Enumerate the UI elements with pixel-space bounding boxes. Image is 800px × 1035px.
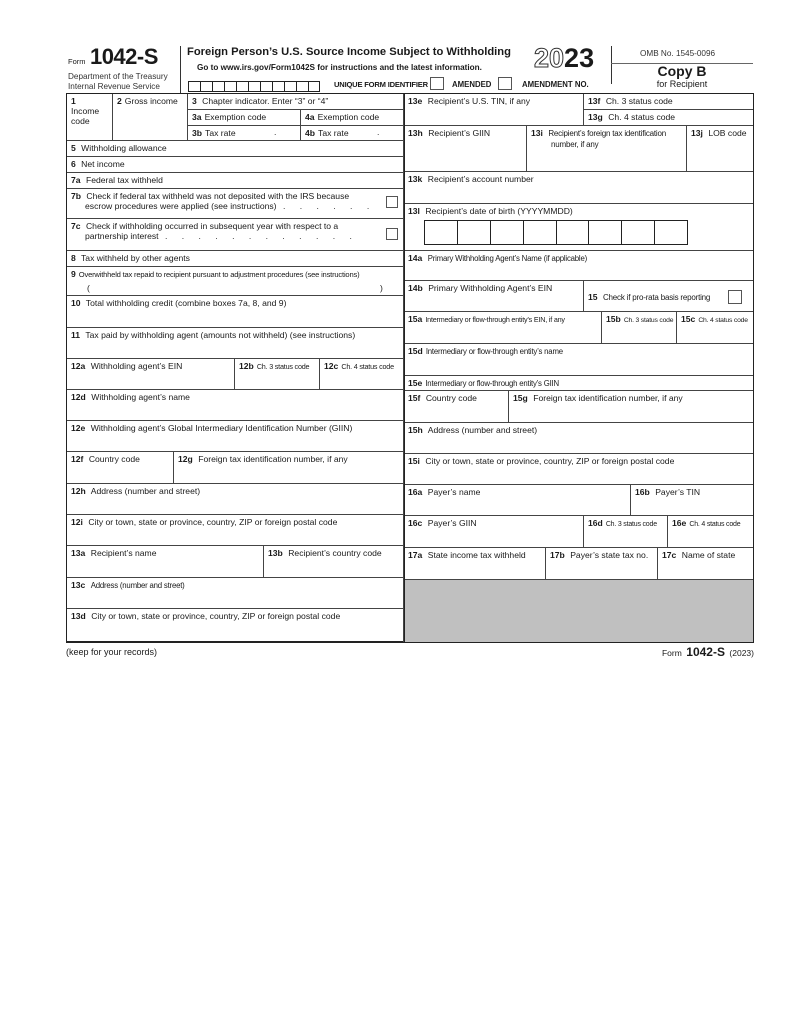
box-2-gross-income[interactable] <box>113 94 188 141</box>
box-number: 15i <box>408 456 420 466</box>
box-13h-recipient-giin[interactable] <box>404 126 527 172</box>
box-12c-ch4-status[interactable] <box>320 359 404 390</box>
box-label: Ch. 4 status code <box>341 362 394 371</box>
box-number: 15e <box>408 378 423 388</box>
box-number: 15g <box>513 393 528 403</box>
box-3-chapter-indicator[interactable] <box>188 94 404 110</box>
copy-label: Copy B <box>657 63 707 79</box>
box-10-total-withholding-credit[interactable] <box>67 296 404 328</box>
box-label: Payer’s TIN <box>655 487 701 497</box>
box-label: Gross income <box>124 96 178 106</box>
ufi-boxes[interactable] <box>188 78 320 90</box>
footer-year: (2023) <box>729 648 754 658</box>
box-6-net-income[interactable] <box>67 157 404 173</box>
box-label: Recipient’s U.S. TIN, if any <box>427 96 531 106</box>
box-4a-exemption-code[interactable] <box>301 110 404 126</box>
form-title: Foreign Person’s U.S. Source Income Subject to Withholding <box>187 46 511 58</box>
box-label: Recipient’s account number <box>427 174 534 184</box>
box-label: Foreign tax identification number, if any <box>198 454 348 464</box>
box-label-line2: number, if any <box>551 140 599 149</box>
box-13c-recipient-address[interactable] <box>67 578 404 609</box>
box-number: 11 <box>71 330 81 340</box>
paren-close: ) <box>380 283 383 293</box>
form-number: 1042-S <box>89 44 158 69</box>
box-number: 13h <box>408 128 423 138</box>
footer-form-number: 1042-S <box>686 645 725 659</box>
box-number: 7a <box>71 175 81 185</box>
box-number: 12a <box>71 361 86 371</box>
box-label: Address (number and street) <box>90 581 185 590</box>
amendment-no-label: AMENDMENT NO. <box>522 80 589 89</box>
box-number: 9 <box>71 269 76 279</box>
box-number: 12f <box>71 454 84 464</box>
box-16e-ch4-status[interactable] <box>668 516 753 548</box>
box-label: Country code <box>425 393 477 403</box>
dob-digit[interactable] <box>589 221 622 244</box>
box-15c-ch4-status[interactable] <box>677 312 753 344</box>
box-number: 14b <box>408 283 423 293</box>
form-id <box>68 46 158 69</box>
amended-label: AMENDED <box>452 80 492 89</box>
box-number: 16d <box>588 518 603 528</box>
box-15i-city[interactable] <box>404 454 753 485</box>
box-8-tax-withheld-other-agents[interactable] <box>67 251 404 267</box>
header-divider <box>180 46 181 94</box>
dob-digit[interactable] <box>425 221 458 244</box>
box-number: 4a <box>305 112 315 122</box>
box-number: 16a <box>408 487 423 497</box>
dob-digit[interactable] <box>458 221 491 244</box>
year-bold: 23 <box>564 43 595 73</box>
box-7b-escrow <box>67 189 404 219</box>
box-label: Intermediary or flow-through entity’s name <box>425 347 563 356</box>
ufi-label: UNIQUE FORM IDENTIFIER <box>334 80 428 89</box>
box-13k-recipient-account-number[interactable] <box>404 172 753 204</box>
box-label: Intermediary or flow-through entity’s EIN, if any <box>425 315 565 324</box>
box-label-line1: Recipient’s foreign tax identification <box>548 129 667 138</box>
box-15f-country-code[interactable] <box>404 391 509 423</box>
box-label: Name of state <box>681 550 736 560</box>
box-number: 10 <box>71 298 81 308</box>
box-number: 13f <box>588 96 601 106</box>
tax-year <box>534 44 594 72</box>
box-12d-agent-name[interactable] <box>67 390 404 421</box>
box-label: Ch. 3 status code <box>605 521 657 528</box>
box-label-line1: Check if withholding occurred in subsequent year with respect to a <box>85 221 339 231</box>
leader-dots: . . . . . . <box>282 201 376 211</box>
form-header <box>66 44 753 94</box>
box-label: Foreign tax identification number, if any <box>533 393 683 403</box>
box-16b-payer-tin[interactable] <box>631 485 753 516</box>
box-12e-agent-giin[interactable] <box>67 421 404 452</box>
box-number: 13j <box>691 128 703 138</box>
box-17c-name-of-state[interactable] <box>658 548 753 580</box>
box-number: 17b <box>550 550 565 560</box>
box-12h-address[interactable] <box>67 484 404 515</box>
box-number: 1 <box>71 96 76 106</box>
box-label: Tax rate <box>318 128 349 138</box>
box-15-pro-rata <box>584 281 753 312</box>
box-label: State income tax withheld <box>427 550 526 560</box>
box-3b-tax-rate[interactable] <box>188 126 301 141</box>
box-label: Ch. 4 status code <box>608 112 676 122</box>
box-label: Total withholding credit (combine boxes 7a, 8, and 9) <box>85 298 287 308</box>
box-label: Exemption code <box>317 112 380 122</box>
dob-digit[interactable] <box>491 221 524 244</box>
box-number: 13e <box>408 96 423 106</box>
box-16c-payer-giin[interactable] <box>404 516 584 548</box>
box-number: 15b <box>606 314 621 324</box>
box-label-line2: escrow procedures were applied (see instructions) <box>85 201 277 211</box>
box-number: 12h <box>71 486 86 496</box>
box-number: 15 <box>588 292 598 302</box>
box-14a-primary-agent-name[interactable] <box>404 251 753 281</box>
agency: Internal Revenue Service <box>68 82 160 91</box>
amended-checkbox[interactable] <box>430 77 444 90</box>
box-number: 13d <box>71 611 86 621</box>
box-number: 2 <box>117 96 122 106</box>
box-label: Address (number and street) <box>90 486 201 496</box>
box-17b-payer-state-tax-no[interactable] <box>546 548 658 580</box>
box-label: Recipient’s date of birth (YYYYMMDD) <box>425 206 573 216</box>
dob-digit[interactable] <box>524 221 557 244</box>
box-number: 13k <box>408 174 423 184</box>
box-label: Primary Withholding Agent’s EIN <box>428 283 553 293</box>
box-number: 3a <box>192 112 202 122</box>
box-14b-primary-agent-ein[interactable] <box>404 281 584 312</box>
box-number: 16e <box>672 518 687 528</box>
footer-form-prefix: Form <box>661 648 682 658</box>
box-label: Withholding allowance <box>81 143 167 153</box>
box-number: 16c <box>408 518 423 528</box>
box-7c-partnership <box>67 219 404 251</box>
box-label: City or town, state or province, country, ZIP or foreign postal code <box>88 517 338 527</box>
box-label: Chapter indicator. Enter “3” or “4” <box>202 96 329 106</box>
box-label: Net income <box>81 159 125 169</box>
box-number: 3 <box>192 96 197 106</box>
footer-keep-records: (keep for your records) <box>66 647 158 657</box>
box-label: Exemption code <box>204 112 267 122</box>
omb-number: OMB No. 1545-0096 <box>640 49 716 58</box>
box-label: Country code <box>88 454 140 464</box>
box-17a-state-tax-withheld[interactable] <box>404 548 546 580</box>
box-number: 4b <box>305 128 316 138</box>
box-label: Recipient’s country code <box>288 548 382 558</box>
box-label: Ch. 3 status code <box>605 96 673 106</box>
shaded-area <box>405 580 753 642</box>
box-label: Tax rate <box>205 128 236 138</box>
box-number: 15f <box>408 393 421 403</box>
box-7c-checkbox[interactable] <box>386 228 398 240</box>
box-15b-ch3-status[interactable] <box>602 312 677 344</box>
box-label: Ch. 4 status code <box>689 521 741 528</box>
form-prefix: Form <box>68 57 86 66</box>
dob-digit[interactable] <box>655 221 687 244</box>
box-label: LOB code <box>708 128 747 138</box>
box-number: 12b <box>239 361 254 371</box>
box-13f-ch3-status[interactable] <box>584 94 753 110</box>
box-label: Income code <box>71 106 100 126</box>
box-13d-recipient-city[interactable] <box>67 609 404 642</box>
dob-digit[interactable] <box>557 221 590 244</box>
box-number: 6 <box>71 159 76 169</box>
box-number: 14a <box>408 253 423 263</box>
box-12g-foreign-tin[interactable] <box>174 452 404 484</box>
box-15d-intermediary-name[interactable] <box>404 344 753 376</box>
box-number: 15d <box>408 346 423 356</box>
box-label: Intermediary or flow-through entity’s GIIN <box>425 379 559 388</box>
box-label: Ch. 4 status code <box>698 317 748 324</box>
box-1-income-code[interactable] <box>67 94 113 141</box>
box-16d-ch3-status[interactable] <box>584 516 668 548</box>
box-13a-recipient-name[interactable] <box>67 546 264 578</box>
box-number: 12g <box>178 454 193 464</box>
box-13g-ch4-status[interactable] <box>584 110 753 126</box>
amendment-no-box[interactable] <box>498 77 512 90</box>
box-number: 15a <box>408 314 423 324</box>
instructions-text: Go to www.irs.gov/Form1042S for instructions and the latest information. <box>197 63 482 72</box>
box-number: 16b <box>635 487 650 497</box>
department: Department of the Treasury <box>68 72 168 81</box>
box-label: Payer’s name <box>427 487 481 497</box>
box-label: Address (number and street) <box>427 425 538 435</box>
box-12f-country-code[interactable] <box>67 452 174 484</box>
leader-dots: . . . . . . . . . . . . <box>164 231 358 241</box>
box-15a-intermediary-ein[interactable] <box>404 312 602 344</box>
box-number: 13i <box>531 128 543 138</box>
footer-form-id <box>640 643 754 661</box>
box-13j-lob-code[interactable] <box>687 126 753 172</box>
dob-digit[interactable] <box>622 221 655 244</box>
box-label: Payer’s GIIN <box>427 518 477 528</box>
paren-open: ( <box>87 283 90 293</box>
box-12i-city[interactable] <box>67 515 404 546</box>
box-label: Recipient’s name <box>90 548 157 558</box>
box-number: 3b <box>192 128 203 138</box>
box-16a-payer-name[interactable] <box>404 485 631 516</box>
box-label: Withholding agent’s name <box>91 392 190 402</box>
box-label: Withholding agent’s Global Intermediary Identification Number (GIIN) <box>90 423 353 433</box>
year-outline: 20 <box>534 43 565 73</box>
box-5-withholding-allowance[interactable] <box>67 141 404 157</box>
instructions-line <box>197 63 482 73</box>
box-label: Tax paid by withholding agent (amounts not withheld) (see instructions) <box>85 330 356 340</box>
box-label: City or town, state or province, country, ZIP or foreign postal code <box>425 456 675 466</box>
decimal-point: . <box>274 127 277 137</box>
box-label: Recipient’s GIIN <box>428 128 491 138</box>
box-label: Overwithheld tax repaid to recipient pursuant to adjustment procedures (see instructions) <box>78 270 360 279</box>
box-13l-recipient-dob <box>404 204 753 251</box>
box-13i-recipient-foreign-tin[interactable] <box>527 126 687 172</box>
box-7a-federal-tax-withheld[interactable] <box>67 173 404 189</box>
box-15g-foreign-tin[interactable] <box>509 391 753 423</box>
box-15e-intermediary-giin[interactable] <box>404 376 753 391</box>
box-number: 13c <box>71 580 86 590</box>
box-label: Primary Withholding Agent’s Name (if applicable) <box>427 254 587 263</box>
box-13b-recipient-country-code[interactable] <box>264 546 404 578</box>
box-13e-recipient-us-tin[interactable] <box>404 94 584 126</box>
box-11-tax-paid-by-agent[interactable] <box>67 328 404 359</box>
box-label: City or town, state or province, country, ZIP or foreign postal code <box>91 611 341 621</box>
box-number: 12d <box>71 392 86 402</box>
box-label: Ch. 3 status code <box>256 362 310 371</box>
box-label-line1: Check if federal tax withheld was not deposited with the IRS because <box>86 191 350 201</box>
box-number: 13b <box>268 548 283 558</box>
box-3a-exemption-code[interactable] <box>188 110 301 126</box>
box-number: 7b <box>71 191 82 201</box>
box-number: 5 <box>71 143 76 153</box>
box-15h-address[interactable] <box>404 423 753 454</box>
column-divider <box>404 94 405 642</box>
box-number: 13a <box>71 548 86 558</box>
box-number: 15c <box>681 314 696 324</box>
box-number: 13l <box>408 206 420 216</box>
box-label: Ch. 3 status code <box>623 317 674 324</box>
box-number: 12c <box>324 361 339 371</box>
box-4b-tax-rate[interactable] <box>301 126 404 141</box>
box-label-line2: partnership interest <box>85 231 159 241</box>
box-number: 7c <box>71 221 81 231</box>
box-number: 15h <box>408 425 423 435</box>
box-label: Withholding agent’s EIN <box>90 361 183 371</box>
box-label: Tax withheld by other agents <box>81 253 190 263</box>
box-number: 17a <box>408 550 423 560</box>
box-number: 12e <box>71 423 86 433</box>
box-12a-agent-ein[interactable] <box>67 359 235 390</box>
box-number: 8 <box>71 253 76 263</box>
copy-for: for Recipient <box>656 79 708 89</box>
box-9-overwithheld-tax[interactable] <box>67 267 404 296</box>
box-number: 13g <box>588 112 603 122</box>
box-12b-ch3-status[interactable] <box>235 359 320 390</box>
box-label: Federal tax withheld <box>85 175 163 185</box>
box-label: Check if pro-rata basis reporting <box>602 293 711 302</box>
box-7b-checkbox[interactable] <box>386 196 398 208</box>
dob-digit-boxes[interactable] <box>424 220 688 245</box>
box-label: Payer’s state tax no. <box>570 550 649 560</box>
box-number: 17c <box>662 550 677 560</box>
box-15-checkbox[interactable] <box>728 290 742 304</box>
decimal-point: . <box>377 127 380 137</box>
box-number: 12i <box>71 517 83 527</box>
